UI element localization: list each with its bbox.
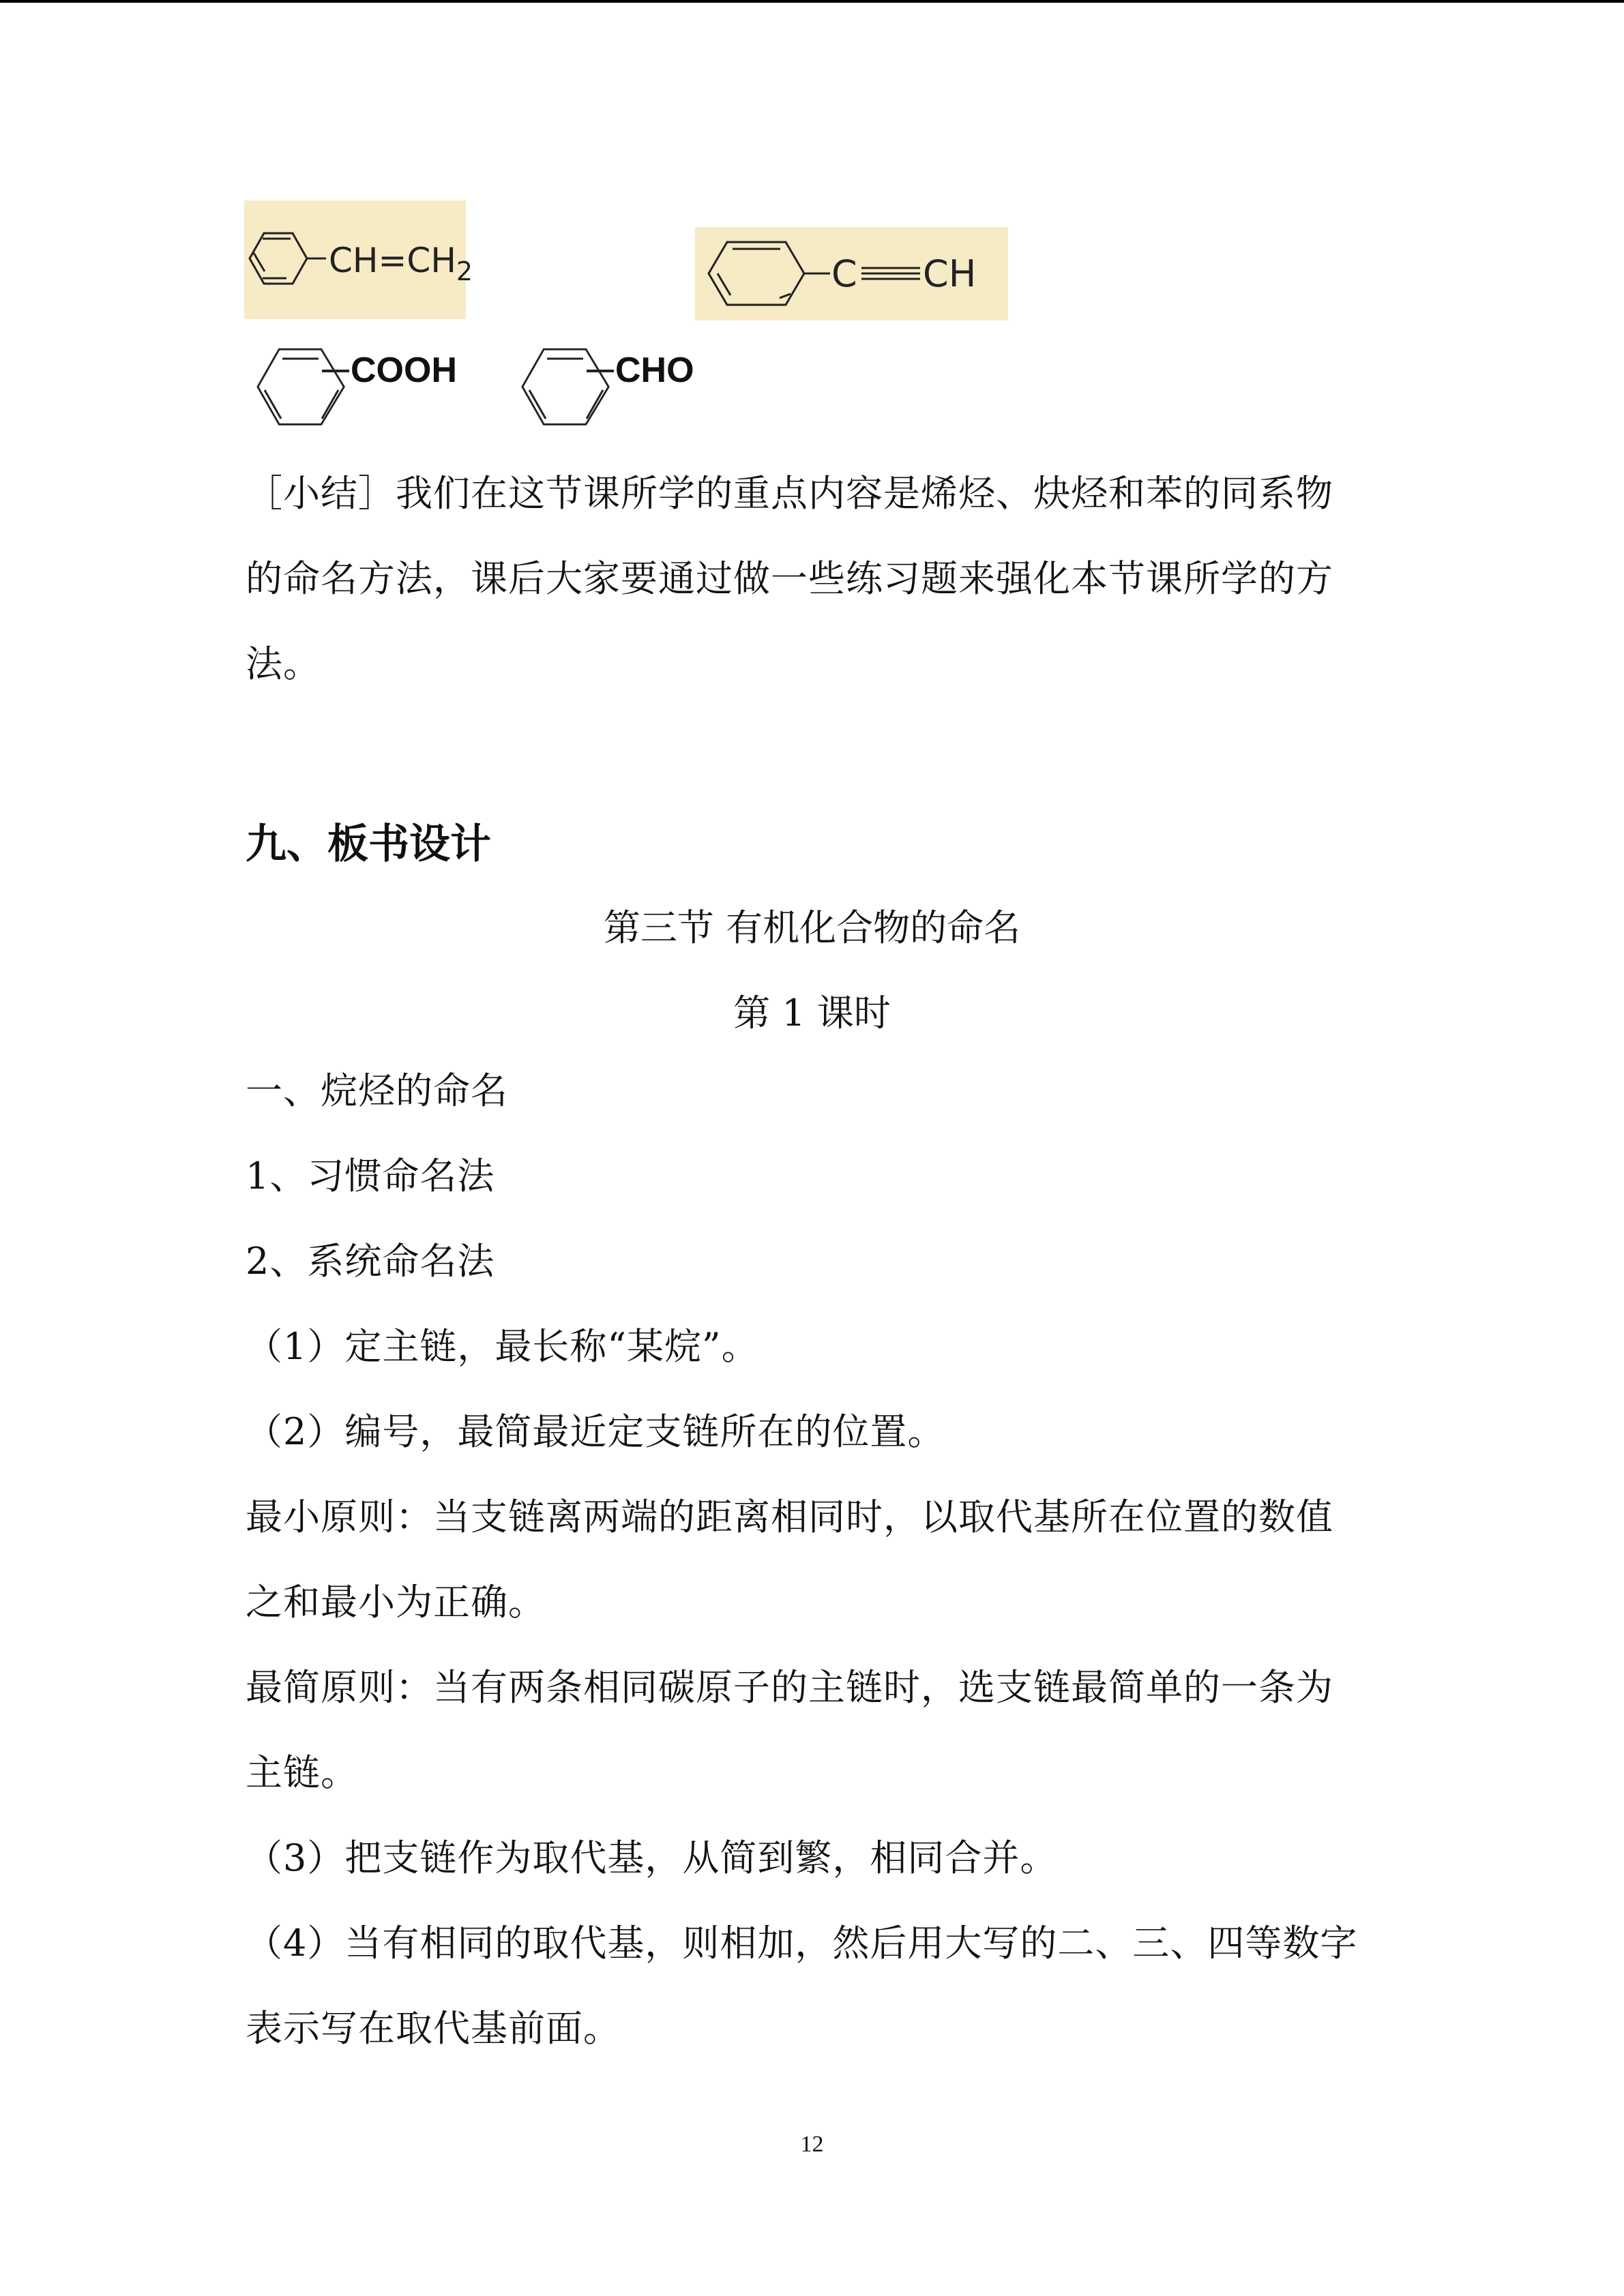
top-border-line xyxy=(0,0,1624,3)
benzene-ring-icon xyxy=(258,349,349,424)
board-line-6: 最小原则：当支链离两端的距离相同时，以取代基所在位置的数值 xyxy=(246,1495,1333,1538)
benzaldehyde-structure xyxy=(518,341,743,443)
board-line-5: （2）编号，最简最近定支链所在的位置。 xyxy=(246,1410,945,1453)
board-line-10: （3）把支链作为取代基，从简到繁，相同合并。 xyxy=(246,1836,1058,1879)
benzene-ring-icon xyxy=(250,233,326,284)
triple-bond-icon xyxy=(861,268,920,279)
board-line-7: 之和最小为正确。 xyxy=(246,1581,546,1624)
board-subtitle: 第 1 课时 xyxy=(733,992,891,1034)
aldehyde-group-label: CHO xyxy=(615,351,694,390)
summary-line-2: 的命名方法，课后大家要通过做一些练习题来强化本节课所学的方 xyxy=(246,557,1333,600)
summary-line-1: ［小结］我们在这节课所学的重点内容是烯烃、炔烃和苯的同系物 xyxy=(246,472,1333,515)
styrene-substituent: CH=CH xyxy=(329,241,456,280)
phenylacetylene-structure xyxy=(695,227,1008,320)
board-line-12: 表示写在取代基前面。 xyxy=(246,2007,621,2050)
board-title: 第三节 有机化合物的命名 xyxy=(603,906,1021,949)
board-line-11: （4）当有相同的取代基，则相加，然后用大写的二、三、四等数字 xyxy=(246,1922,1358,1965)
alkyne-right-group: CH xyxy=(923,252,977,295)
benzene-ring-icon xyxy=(709,242,830,305)
styrene-subscript: 2 xyxy=(456,256,473,286)
board-line-4: （1）定主链，最长称“某烷”。 xyxy=(246,1325,759,1368)
section-heading: 九、板书设计 xyxy=(246,820,491,868)
board-line-8: 最简原则：当有两条相同碳原子的主链时，选支链最简单的一条为 xyxy=(246,1666,1333,1709)
board-line-3: 2、系统命名法 xyxy=(246,1240,495,1283)
board-line-2: 1、习惯命名法 xyxy=(246,1154,495,1197)
styrene-structure xyxy=(244,200,473,319)
benzene-ring-icon xyxy=(522,349,614,424)
svg-text:CH=CH2 xyxy=(329,241,473,286)
benzoic-acid-structure xyxy=(254,341,506,443)
carboxyl-group-label: COOH xyxy=(351,351,457,390)
alkyne-left-carbon: C xyxy=(831,252,857,295)
page-number: 12 xyxy=(800,2132,824,2157)
board-line-9: 主链。 xyxy=(246,1751,358,1794)
summary-line-3: 法。 xyxy=(246,642,321,685)
board-line-1: 一、烷烃的命名 xyxy=(246,1069,508,1112)
